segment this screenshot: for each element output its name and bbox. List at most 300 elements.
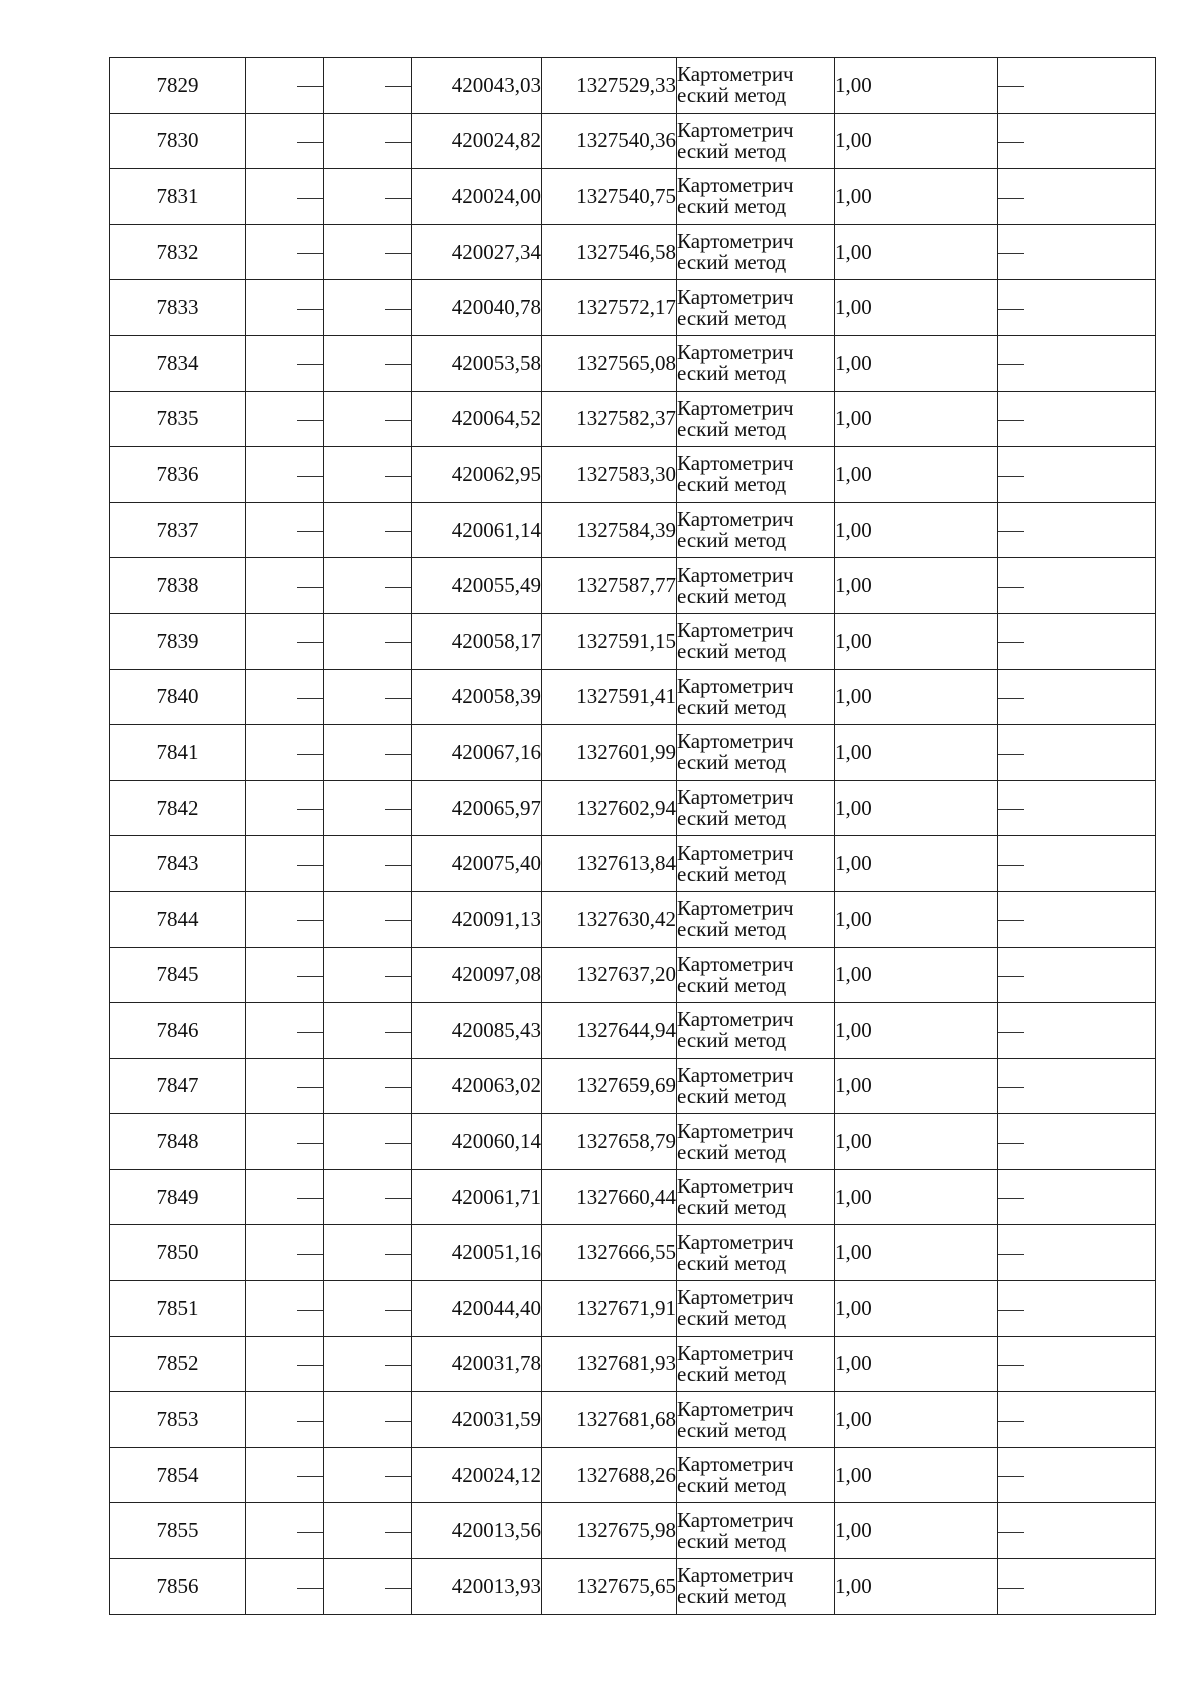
- method-cell: [677, 335, 835, 391]
- point-number: 7854: [110, 1447, 246, 1503]
- point-number: 7832: [110, 224, 246, 280]
- method-cell: [677, 280, 835, 336]
- dash-mark: [385, 253, 411, 254]
- description-cell: [998, 280, 1156, 336]
- dash-mark: [998, 1310, 1024, 1311]
- point-number: 7849: [110, 1169, 246, 1225]
- old-y-cell: [324, 947, 412, 1003]
- description-cell: [998, 1503, 1156, 1559]
- method-line-2: еский метод: [677, 694, 787, 719]
- dash-mark: [998, 476, 1024, 477]
- coordinate-x: 420044,40: [412, 1281, 542, 1337]
- coordinate-x: 420051,16: [412, 1225, 542, 1281]
- old-y-cell: [324, 891, 412, 947]
- coordinate-x: 420085,43: [412, 1003, 542, 1059]
- dash-mark: [297, 142, 323, 143]
- coordinate-x: 420031,78: [412, 1336, 542, 1392]
- old-y-cell: [324, 1392, 412, 1448]
- method-line-2: еский метод: [677, 639, 787, 664]
- dash-mark: [998, 253, 1024, 254]
- method-cell: [677, 558, 835, 614]
- point-number: 7838: [110, 558, 246, 614]
- old-x-cell: [246, 224, 324, 280]
- old-x-cell: [246, 1392, 324, 1448]
- description-cell: [998, 613, 1156, 669]
- method-line-1: Картометрич: [677, 173, 794, 198]
- coordinate-y: 1327584,39: [542, 502, 677, 558]
- coordinate-y: 1327671,91: [542, 1281, 677, 1337]
- accuracy-value: 1,00: [835, 58, 998, 114]
- dash-mark: [385, 920, 411, 921]
- dash-mark: [998, 754, 1024, 755]
- accuracy-value: 1,00: [835, 280, 998, 336]
- old-y-cell: [324, 669, 412, 725]
- dash-mark: [385, 142, 411, 143]
- dash-mark: [998, 1143, 1024, 1144]
- dash-mark: [297, 476, 323, 477]
- dash-mark: [998, 531, 1024, 532]
- table-row: [110, 169, 1156, 225]
- method-cell: [677, 391, 835, 447]
- point-number: 7829: [110, 58, 246, 114]
- method-cell: [677, 780, 835, 836]
- point-number: 7850: [110, 1225, 246, 1281]
- method-line-2: еский метод: [677, 1361, 787, 1386]
- coordinate-y: 1327583,30: [542, 447, 677, 503]
- method-line-2: еский метод: [677, 1028, 787, 1053]
- dash-mark: [385, 309, 411, 310]
- table-row: [110, 836, 1156, 892]
- coordinate-x: 420065,97: [412, 780, 542, 836]
- method-line-1: Картометрич: [677, 229, 794, 254]
- old-x-cell: [246, 669, 324, 725]
- old-y-cell: [324, 502, 412, 558]
- point-number: 7835: [110, 391, 246, 447]
- table-row: [110, 1392, 1156, 1448]
- point-number: 7856: [110, 1559, 246, 1615]
- coordinate-y: 1327681,68: [542, 1392, 677, 1448]
- dash-mark: [998, 420, 1024, 421]
- dash-mark: [385, 976, 411, 977]
- method-cell: [677, 113, 835, 169]
- old-y-cell: [324, 1169, 412, 1225]
- method-line-1: Картометрич: [677, 951, 794, 976]
- table-body: [110, 58, 1156, 1615]
- method-cell: [677, 669, 835, 725]
- method-line-1: Картометрич: [677, 618, 794, 643]
- table-row: [110, 1169, 1156, 1225]
- old-y-cell: [324, 391, 412, 447]
- dash-mark: [998, 865, 1024, 866]
- method-line-1: Картометрич: [677, 1507, 794, 1532]
- table-row: [110, 558, 1156, 614]
- old-y-cell: [324, 1559, 412, 1615]
- table-row: [110, 1336, 1156, 1392]
- description-cell: [998, 1281, 1156, 1337]
- accuracy-value: 1,00: [835, 1058, 998, 1114]
- method-line-1: Картометрич: [677, 1007, 794, 1032]
- method-line-2: еский метод: [677, 361, 787, 386]
- coordinate-x: 420064,52: [412, 391, 542, 447]
- dash-mark: [998, 1254, 1024, 1255]
- method-cell: [677, 1281, 835, 1337]
- dash-mark: [998, 1087, 1024, 1088]
- old-x-cell: [246, 58, 324, 114]
- method-cell: [677, 836, 835, 892]
- point-number: 7847: [110, 1058, 246, 1114]
- dash-mark: [297, 1032, 323, 1033]
- dash-mark: [998, 198, 1024, 199]
- method-line-2: еский метод: [677, 1528, 787, 1553]
- method-cell: [677, 947, 835, 1003]
- dash-mark: [297, 920, 323, 921]
- coordinate-y: 1327675,65: [542, 1559, 677, 1615]
- dash-mark: [297, 1532, 323, 1533]
- old-x-cell: [246, 391, 324, 447]
- table-row: [110, 669, 1156, 725]
- coordinate-y: 1327681,93: [542, 1336, 677, 1392]
- description-cell: [998, 502, 1156, 558]
- dash-mark: [385, 1254, 411, 1255]
- method-cell: [677, 891, 835, 947]
- description-cell: [998, 1003, 1156, 1059]
- accuracy-value: 1,00: [835, 1503, 998, 1559]
- dash-mark: [998, 587, 1024, 588]
- point-number: 7852: [110, 1336, 246, 1392]
- dash-mark: [297, 1198, 323, 1199]
- table-row: [110, 224, 1156, 280]
- coordinate-y: 1327565,08: [542, 335, 677, 391]
- coordinate-x: 420067,16: [412, 725, 542, 781]
- method-line-2: еский метод: [677, 1250, 787, 1275]
- description-cell: [998, 58, 1156, 114]
- method-cell: [677, 1003, 835, 1059]
- method-line-1: Картометрич: [677, 340, 794, 365]
- table-row: [110, 391, 1156, 447]
- method-cell: [677, 1336, 835, 1392]
- dash-mark: [998, 1421, 1024, 1422]
- method-line-2: еский метод: [677, 583, 787, 608]
- method-line-2: еский метод: [677, 416, 787, 441]
- method-line-1: Картометрич: [677, 1396, 794, 1421]
- coordinate-y: 1327658,79: [542, 1114, 677, 1170]
- description-cell: [998, 1225, 1156, 1281]
- coordinate-y: 1327666,55: [542, 1225, 677, 1281]
- dash-mark: [297, 1310, 323, 1311]
- old-x-cell: [246, 1003, 324, 1059]
- dash-mark: [998, 309, 1024, 310]
- description-cell: [998, 669, 1156, 725]
- dash-mark: [297, 865, 323, 866]
- old-x-cell: [246, 1225, 324, 1281]
- old-y-cell: [324, 836, 412, 892]
- accuracy-value: 1,00: [835, 502, 998, 558]
- description-cell: [998, 947, 1156, 1003]
- coordinate-x: 420027,34: [412, 224, 542, 280]
- dash-mark: [297, 531, 323, 532]
- old-y-cell: [324, 613, 412, 669]
- table-row: [110, 613, 1156, 669]
- old-x-cell: [246, 1169, 324, 1225]
- dash-mark: [297, 86, 323, 87]
- accuracy-value: 1,00: [835, 1003, 998, 1059]
- old-x-cell: [246, 280, 324, 336]
- method-line-2: еский метод: [677, 750, 787, 775]
- dash-mark: [297, 1476, 323, 1477]
- description-cell: [998, 1559, 1156, 1615]
- coordinate-x: 420097,08: [412, 947, 542, 1003]
- coordinate-y: 1327659,69: [542, 1058, 677, 1114]
- accuracy-value: 1,00: [835, 891, 998, 947]
- point-number: 7836: [110, 447, 246, 503]
- dash-mark: [385, 1588, 411, 1589]
- old-y-cell: [324, 1447, 412, 1503]
- dash-mark: [297, 1588, 323, 1589]
- dash-mark: [998, 1476, 1024, 1477]
- coordinates-table: [109, 57, 1156, 1615]
- coordinate-x: 420024,82: [412, 113, 542, 169]
- old-x-cell: [246, 1114, 324, 1170]
- dash-mark: [998, 642, 1024, 643]
- point-number: 7848: [110, 1114, 246, 1170]
- point-number: 7833: [110, 280, 246, 336]
- method-line-2: еский метод: [677, 972, 787, 997]
- dash-mark: [385, 809, 411, 810]
- method-line-2: еский метод: [677, 1195, 787, 1220]
- old-y-cell: [324, 58, 412, 114]
- point-number: 7853: [110, 1392, 246, 1448]
- method-line-1: Картометрич: [677, 840, 794, 865]
- method-line-2: еский метод: [677, 250, 787, 275]
- old-y-cell: [324, 1503, 412, 1559]
- table-row: [110, 891, 1156, 947]
- description-cell: [998, 780, 1156, 836]
- old-y-cell: [324, 1058, 412, 1114]
- description-cell: [998, 447, 1156, 503]
- accuracy-value: 1,00: [835, 669, 998, 725]
- accuracy-value: 1,00: [835, 558, 998, 614]
- accuracy-value: 1,00: [835, 335, 998, 391]
- old-x-cell: [246, 558, 324, 614]
- method-line-2: еский метод: [677, 917, 787, 942]
- dash-mark: [998, 1365, 1024, 1366]
- method-line-2: еский метод: [677, 305, 787, 330]
- method-line-1: Картометрич: [677, 1563, 794, 1588]
- method-line-2: еский метод: [677, 861, 787, 886]
- table-row: [110, 1225, 1156, 1281]
- old-x-cell: [246, 1503, 324, 1559]
- dash-mark: [385, 642, 411, 643]
- accuracy-value: 1,00: [835, 447, 998, 503]
- coordinate-y: 1327675,98: [542, 1503, 677, 1559]
- old-x-cell: [246, 502, 324, 558]
- old-x-cell: [246, 613, 324, 669]
- point-number: 7844: [110, 891, 246, 947]
- table-row: [110, 1503, 1156, 1559]
- dash-mark: [297, 253, 323, 254]
- old-x-cell: [246, 836, 324, 892]
- method-line-1: Картометрич: [677, 729, 794, 754]
- method-line-1: Картометрич: [677, 1340, 794, 1365]
- old-y-cell: [324, 1003, 412, 1059]
- dash-mark: [297, 1421, 323, 1422]
- method-line-1: Картометрич: [677, 1118, 794, 1143]
- old-x-cell: [246, 1447, 324, 1503]
- dash-mark: [297, 309, 323, 310]
- method-line-1: Картометрич: [677, 785, 794, 810]
- old-y-cell: [324, 725, 412, 781]
- old-y-cell: [324, 113, 412, 169]
- method-line-2: еский метод: [677, 83, 787, 108]
- description-cell: [998, 1058, 1156, 1114]
- method-line-1: Картометрич: [677, 1174, 794, 1199]
- method-cell: [677, 725, 835, 781]
- table-row: [110, 1114, 1156, 1170]
- dash-mark: [998, 920, 1024, 921]
- method-line-1: Картометрич: [677, 1229, 794, 1254]
- method-cell: [677, 1225, 835, 1281]
- dash-mark: [998, 142, 1024, 143]
- dash-mark: [998, 809, 1024, 810]
- coordinate-x: 420013,56: [412, 1503, 542, 1559]
- old-x-cell: [246, 1559, 324, 1615]
- old-y-cell: [324, 224, 412, 280]
- method-line-1: Картометрич: [677, 673, 794, 698]
- dash-mark: [385, 1476, 411, 1477]
- table-row: [110, 447, 1156, 503]
- method-line-2: еский метод: [677, 1584, 787, 1609]
- method-line-1: Картометрич: [677, 395, 794, 420]
- dash-mark: [385, 1310, 411, 1311]
- dash-mark: [385, 1198, 411, 1199]
- dash-mark: [297, 642, 323, 643]
- method-line-2: еский метод: [677, 1139, 787, 1164]
- coordinate-x: 420024,12: [412, 1447, 542, 1503]
- old-x-cell: [246, 891, 324, 947]
- coordinate-x: 420031,59: [412, 1392, 542, 1448]
- old-x-cell: [246, 725, 324, 781]
- description-cell: [998, 891, 1156, 947]
- point-number: 7845: [110, 947, 246, 1003]
- dash-mark: [297, 420, 323, 421]
- method-cell: [677, 1559, 835, 1615]
- dash-mark: [297, 754, 323, 755]
- dash-mark: [385, 1032, 411, 1033]
- point-number: 7851: [110, 1281, 246, 1337]
- table-row: [110, 1281, 1156, 1337]
- coordinate-y: 1327540,75: [542, 169, 677, 225]
- coordinate-x: 420060,14: [412, 1114, 542, 1170]
- coordinate-x: 420053,58: [412, 335, 542, 391]
- method-line-2: еский метод: [677, 1306, 787, 1331]
- method-cell: [677, 1447, 835, 1503]
- coordinate-x: 420091,13: [412, 891, 542, 947]
- table-row: [110, 502, 1156, 558]
- method-line-1: Картометрич: [677, 507, 794, 532]
- point-number: 7834: [110, 335, 246, 391]
- dash-mark: [385, 754, 411, 755]
- method-line-2: еский метод: [677, 194, 787, 219]
- old-x-cell: [246, 780, 324, 836]
- description-cell: [998, 558, 1156, 614]
- accuracy-value: 1,00: [835, 1169, 998, 1225]
- point-number: 7831: [110, 169, 246, 225]
- point-number: 7841: [110, 725, 246, 781]
- coordinate-y: 1327602,94: [542, 780, 677, 836]
- old-y-cell: [324, 1114, 412, 1170]
- dash-mark: [998, 1198, 1024, 1199]
- point-number: 7840: [110, 669, 246, 725]
- description-cell: [998, 113, 1156, 169]
- coordinate-y: 1327591,15: [542, 613, 677, 669]
- dash-mark: [385, 587, 411, 588]
- description-cell: [998, 725, 1156, 781]
- old-x-cell: [246, 1336, 324, 1392]
- description-cell: [998, 1169, 1156, 1225]
- method-cell: [677, 169, 835, 225]
- accuracy-value: 1,00: [835, 1392, 998, 1448]
- coordinate-y: 1327540,36: [542, 113, 677, 169]
- method-cell: [677, 447, 835, 503]
- dash-mark: [998, 1588, 1024, 1589]
- table-row: [110, 1559, 1156, 1615]
- dash-mark: [998, 364, 1024, 365]
- point-number: 7839: [110, 613, 246, 669]
- method-line-2: еский метод: [677, 806, 787, 831]
- old-x-cell: [246, 947, 324, 1003]
- description-cell: [998, 1336, 1156, 1392]
- coordinate-y: 1327637,20: [542, 947, 677, 1003]
- table-row: [110, 58, 1156, 114]
- method-line-2: еский метод: [677, 528, 787, 553]
- dash-mark: [385, 476, 411, 477]
- dash-mark: [385, 198, 411, 199]
- table-row: [110, 1058, 1156, 1114]
- dash-mark: [297, 1087, 323, 1088]
- old-x-cell: [246, 335, 324, 391]
- accuracy-value: 1,00: [835, 1114, 998, 1170]
- accuracy-value: 1,00: [835, 113, 998, 169]
- description-cell: [998, 1392, 1156, 1448]
- method-line-2: еский метод: [677, 1083, 787, 1108]
- accuracy-value: 1,00: [835, 725, 998, 781]
- description-cell: [998, 224, 1156, 280]
- accuracy-value: 1,00: [835, 1336, 998, 1392]
- method-line-1: Картометрич: [677, 1062, 794, 1087]
- method-cell: [677, 1392, 835, 1448]
- dash-mark: [385, 364, 411, 365]
- coordinate-x: 420058,17: [412, 613, 542, 669]
- method-line-1: Картометрич: [677, 117, 794, 142]
- table-row: [110, 947, 1156, 1003]
- coordinate-y: 1327572,17: [542, 280, 677, 336]
- accuracy-value: 1,00: [835, 1225, 998, 1281]
- old-y-cell: [324, 335, 412, 391]
- old-y-cell: [324, 1281, 412, 1337]
- coordinate-x: 420040,78: [412, 280, 542, 336]
- accuracy-value: 1,00: [835, 1447, 998, 1503]
- coordinate-y: 1327613,84: [542, 836, 677, 892]
- coordinate-y: 1327591,41: [542, 669, 677, 725]
- accuracy-value: 1,00: [835, 613, 998, 669]
- dash-mark: [297, 198, 323, 199]
- point-number: 7837: [110, 502, 246, 558]
- dash-mark: [998, 976, 1024, 977]
- old-y-cell: [324, 1336, 412, 1392]
- description-cell: [998, 1447, 1156, 1503]
- method-line-2: еский метод: [677, 1473, 787, 1498]
- dash-mark: [297, 364, 323, 365]
